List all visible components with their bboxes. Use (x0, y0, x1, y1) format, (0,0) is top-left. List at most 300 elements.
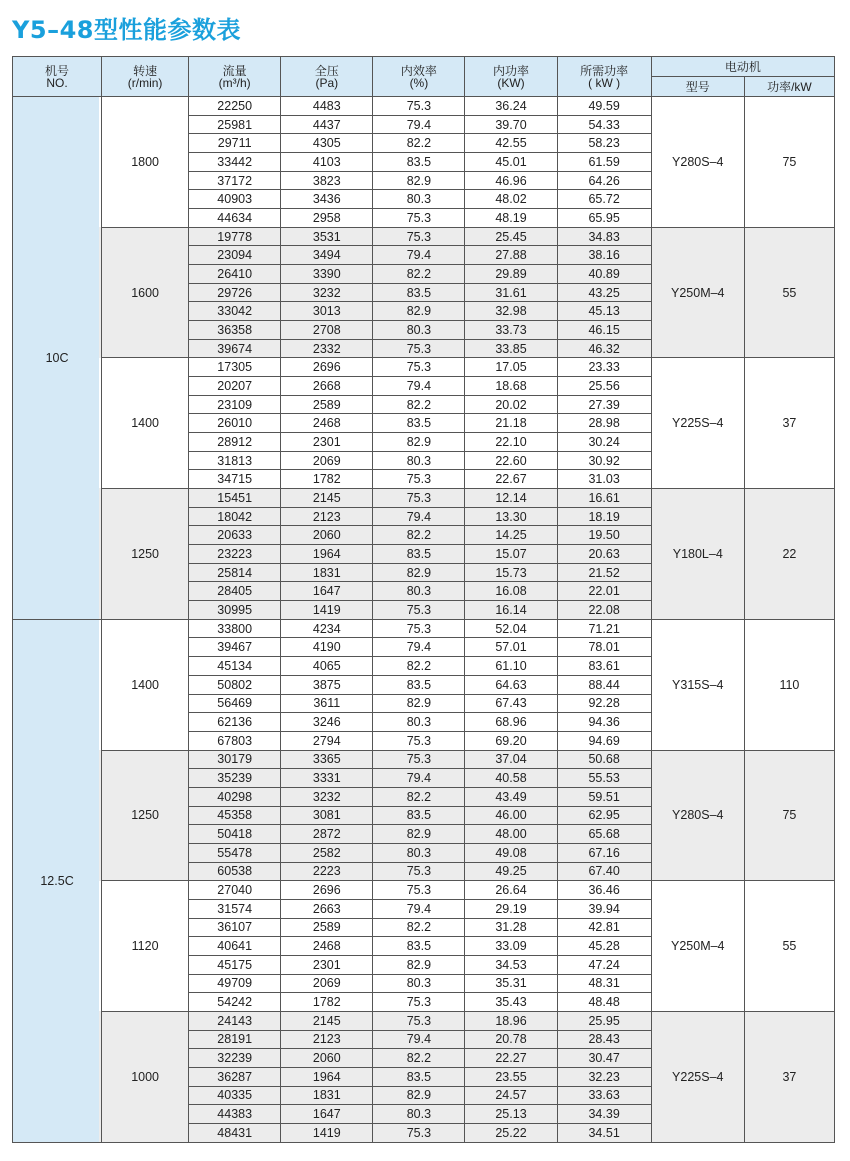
inner-power-cell: 15.73 (465, 563, 557, 582)
required-power-cell: 18.19 (557, 507, 651, 526)
header-inner-power (465, 57, 557, 97)
header-motor-model: 型号 (651, 77, 744, 97)
pressure-cell: 3232 (281, 787, 373, 806)
motor-power-cell: 75 (744, 750, 834, 881)
inner-power-cell: 39.70 (465, 115, 557, 134)
efficiency-cell: 82.2 (373, 918, 465, 937)
pressure-cell: 2958 (281, 209, 373, 228)
efficiency-cell: 82.2 (373, 787, 465, 806)
efficiency-cell: 83.5 (373, 545, 465, 564)
flow-cell: 44383 (189, 1105, 281, 1124)
table-row (13, 489, 835, 508)
inner-power-cell: 32.98 (465, 302, 557, 321)
efficiency-cell: 80.3 (373, 190, 465, 209)
pressure-cell: 4437 (281, 115, 373, 134)
required-power-cell: 21.52 (557, 563, 651, 582)
inner-power-cell: 17.05 (465, 358, 557, 377)
required-power-cell: 28.98 (557, 414, 651, 433)
pressure-cell: 2145 (281, 1011, 373, 1030)
pressure-cell: 3436 (281, 190, 373, 209)
pressure-cell: 2696 (281, 358, 373, 377)
inner-power-cell: 12.14 (465, 489, 557, 508)
flow-cell: 23223 (189, 545, 281, 564)
efficiency-cell: 83.5 (373, 937, 465, 956)
efficiency-cell: 80.3 (373, 451, 465, 470)
flow-cell: 45175 (189, 955, 281, 974)
efficiency-cell: 82.2 (373, 1049, 465, 1068)
flow-cell: 28912 (189, 433, 281, 452)
required-power-cell: 45.28 (557, 937, 651, 956)
pressure-cell: 1782 (281, 470, 373, 489)
required-power-cell: 50.68 (557, 750, 651, 769)
header-speed-unit: (r/min) (127, 76, 163, 90)
required-power-cell: 30.47 (557, 1049, 651, 1068)
pressure-cell: 2301 (281, 955, 373, 974)
pressure-cell: 2123 (281, 507, 373, 526)
motor-power-cell: 37 (744, 1011, 834, 1142)
flow-cell: 40641 (189, 937, 281, 956)
required-power-cell: 25.95 (557, 1011, 651, 1030)
flow-cell: 35239 (189, 769, 281, 788)
pressure-cell: 2696 (281, 881, 373, 900)
pressure-cell: 3232 (281, 283, 373, 302)
flow-cell: 45358 (189, 806, 281, 825)
inner-power-cell: 31.61 (465, 283, 557, 302)
efficiency-cell: 75.3 (373, 227, 465, 246)
table-row (13, 227, 835, 246)
required-power-cell: 43.25 (557, 283, 651, 302)
inner-power-cell: 45.01 (465, 153, 557, 172)
flow-cell: 20633 (189, 526, 281, 545)
efficiency-cell: 82.2 (373, 395, 465, 414)
efficiency-cell: 82.9 (373, 563, 465, 582)
pressure-cell: 3823 (281, 171, 373, 190)
flow-cell: 30179 (189, 750, 281, 769)
pressure-cell: 3246 (281, 713, 373, 732)
efficiency-cell: 79.4 (373, 115, 465, 134)
inner-power-cell: 25.45 (465, 227, 557, 246)
efficiency-cell: 75.3 (373, 881, 465, 900)
efficiency-cell: 80.3 (373, 843, 465, 862)
flow-cell: 40335 (189, 1086, 281, 1105)
header-pressure-cn: 全压 (314, 64, 339, 78)
pressure-cell: 3611 (281, 694, 373, 713)
speed-cell: 1600 (102, 227, 189, 358)
inner-power-cell: 33.09 (465, 937, 557, 956)
table-row (13, 358, 835, 377)
efficiency-cell: 79.4 (373, 769, 465, 788)
speed-cell: 1400 (102, 358, 189, 489)
required-power-cell: 30.24 (557, 433, 651, 452)
header-pressure-unit: (Pa) (315, 76, 339, 90)
speed-cell: 1120 (102, 881, 189, 1012)
efficiency-cell: 82.2 (373, 657, 465, 676)
inner-power-cell: 64.63 (465, 675, 557, 694)
required-power-cell: 38.16 (557, 246, 651, 265)
header-inner-power-unit: (KW) (497, 76, 525, 90)
required-power-cell: 28.43 (557, 1030, 651, 1049)
efficiency-cell: 83.5 (373, 414, 465, 433)
motor-model-cell: Y250M–4 (651, 227, 744, 358)
inner-power-cell: 31.28 (465, 918, 557, 937)
flow-cell: 56469 (189, 694, 281, 713)
pressure-cell: 3390 (281, 265, 373, 284)
flow-cell: 29711 (189, 134, 281, 153)
required-power-cell: 34.83 (557, 227, 651, 246)
flow-cell: 67803 (189, 731, 281, 750)
inner-power-cell: 14.25 (465, 526, 557, 545)
flow-cell: 31574 (189, 899, 281, 918)
flow-cell: 54242 (189, 993, 281, 1012)
inner-power-cell: 27.88 (465, 246, 557, 265)
speed-cell: 1250 (102, 750, 189, 881)
table-row (13, 750, 835, 769)
inner-power-cell: 24.57 (465, 1086, 557, 1105)
efficiency-cell: 82.9 (373, 825, 465, 844)
motor-power-cell: 55 (744, 881, 834, 1012)
efficiency-cell: 82.9 (373, 302, 465, 321)
required-power-cell: 36.46 (557, 881, 651, 900)
flow-cell: 18042 (189, 507, 281, 526)
required-power-cell: 45.13 (557, 302, 651, 321)
header-pressure (281, 57, 373, 97)
motor-model-cell: Y280S–4 (651, 97, 744, 228)
header-speed (102, 57, 189, 97)
pressure-cell: 4305 (281, 134, 373, 153)
inner-power-cell: 33.73 (465, 321, 557, 340)
efficiency-cell: 82.2 (373, 526, 465, 545)
motor-power-cell: 75 (744, 97, 834, 228)
efficiency-cell: 83.5 (373, 1067, 465, 1086)
efficiency-cell: 82.9 (373, 171, 465, 190)
required-power-cell: 92.28 (557, 694, 651, 713)
efficiency-cell: 75.3 (373, 339, 465, 358)
flow-cell: 36107 (189, 918, 281, 937)
efficiency-cell: 80.3 (373, 1105, 465, 1124)
header-machine-no (13, 57, 102, 97)
efficiency-cell: 83.5 (373, 806, 465, 825)
pressure-cell: 4065 (281, 657, 373, 676)
flow-cell: 39467 (189, 638, 281, 657)
pressure-cell: 4483 (281, 97, 373, 116)
required-power-cell: 46.15 (557, 321, 651, 340)
flow-cell: 30995 (189, 601, 281, 620)
flow-cell: 23109 (189, 395, 281, 414)
required-power-cell: 71.21 (557, 619, 651, 638)
efficiency-cell: 82.9 (373, 1086, 465, 1105)
header-required-power-cn: 所需功率 (580, 64, 629, 78)
required-power-cell: 25.56 (557, 377, 651, 396)
speed-cell: 1250 (102, 489, 189, 620)
table-row (13, 97, 835, 116)
efficiency-cell: 75.3 (373, 1123, 465, 1142)
speed-cell: 1400 (102, 619, 189, 750)
pressure-cell: 2582 (281, 843, 373, 862)
flow-cell: 25981 (189, 115, 281, 134)
motor-power-cell: 110 (744, 619, 834, 750)
efficiency-cell: 82.9 (373, 433, 465, 452)
inner-power-cell: 23.55 (465, 1067, 557, 1086)
pressure-cell: 3531 (281, 227, 373, 246)
pressure-cell: 1647 (281, 582, 373, 601)
motor-model-cell: Y280S–4 (651, 750, 744, 881)
inner-power-cell: 20.78 (465, 1030, 557, 1049)
efficiency-cell: 75.3 (373, 97, 465, 116)
pressure-cell: 2060 (281, 1049, 373, 1068)
inner-power-cell: 43.49 (465, 787, 557, 806)
inner-power-cell: 35.31 (465, 974, 557, 993)
required-power-cell: 22.01 (557, 582, 651, 601)
flow-cell: 33442 (189, 153, 281, 172)
flow-cell: 20207 (189, 377, 281, 396)
inner-power-cell: 46.00 (465, 806, 557, 825)
pressure-cell: 2468 (281, 414, 373, 433)
efficiency-cell: 79.4 (373, 246, 465, 265)
pressure-cell: 2468 (281, 937, 373, 956)
inner-power-cell: 22.67 (465, 470, 557, 489)
header-efficiency-unit: (%) (409, 76, 429, 90)
required-power-cell: 40.89 (557, 265, 651, 284)
speed-cell: 1800 (102, 97, 189, 228)
inner-power-cell: 29.19 (465, 899, 557, 918)
required-power-cell: 67.16 (557, 843, 651, 862)
inner-power-cell: 67.43 (465, 694, 557, 713)
required-power-cell: 64.26 (557, 171, 651, 190)
flow-cell: 37172 (189, 171, 281, 190)
flow-cell: 50802 (189, 675, 281, 694)
flow-cell: 28405 (189, 582, 281, 601)
motor-power-cell: 55 (744, 227, 834, 358)
pressure-cell: 2589 (281, 395, 373, 414)
efficiency-cell: 75.3 (373, 470, 465, 489)
flow-cell: 48431 (189, 1123, 281, 1142)
inner-power-cell: 49.25 (465, 862, 557, 881)
required-power-cell: 42.81 (557, 918, 651, 937)
required-power-cell: 59.51 (557, 787, 651, 806)
flow-cell: 17305 (189, 358, 281, 377)
motor-model-cell: Y250M–4 (651, 881, 744, 1012)
header-required-power (557, 57, 651, 97)
pressure-cell: 2069 (281, 974, 373, 993)
pressure-cell: 2145 (281, 489, 373, 508)
pressure-cell: 2872 (281, 825, 373, 844)
required-power-cell: 19.50 (557, 526, 651, 545)
inner-power-cell: 68.96 (465, 713, 557, 732)
efficiency-cell: 75.3 (373, 731, 465, 750)
pressure-cell: 4103 (281, 153, 373, 172)
pressure-cell: 2332 (281, 339, 373, 358)
efficiency-cell: 83.5 (373, 153, 465, 172)
table-row (13, 619, 835, 638)
header-flow-unit: (m³/h) (218, 76, 251, 90)
efficiency-cell: 79.4 (373, 899, 465, 918)
inner-power-cell: 46.96 (465, 171, 557, 190)
efficiency-cell: 75.3 (373, 993, 465, 1012)
pressure-cell: 2794 (281, 731, 373, 750)
inner-power-cell: 48.00 (465, 825, 557, 844)
required-power-cell: 48.48 (557, 993, 651, 1012)
flow-cell: 36287 (189, 1067, 281, 1086)
flow-cell: 45134 (189, 657, 281, 676)
header-motor: 电动机 (651, 57, 834, 77)
required-power-cell: 23.33 (557, 358, 651, 377)
inner-power-cell: 33.85 (465, 339, 557, 358)
efficiency-cell: 79.4 (373, 507, 465, 526)
required-power-cell: 46.32 (557, 339, 651, 358)
inner-power-cell: 35.43 (465, 993, 557, 1012)
required-power-cell: 65.68 (557, 825, 651, 844)
efficiency-cell: 79.4 (373, 377, 465, 396)
flow-cell: 32239 (189, 1049, 281, 1068)
required-power-cell: 48.31 (557, 974, 651, 993)
flow-cell: 33042 (189, 302, 281, 321)
efficiency-cell: 75.3 (373, 601, 465, 620)
motor-power-cell: 37 (744, 358, 834, 489)
efficiency-cell: 75.3 (373, 1011, 465, 1030)
header-machine-cn: 机号 (45, 64, 70, 78)
efficiency-cell: 82.9 (373, 694, 465, 713)
required-power-cell: 94.69 (557, 731, 651, 750)
pressure-cell: 2668 (281, 377, 373, 396)
inner-power-cell: 18.68 (465, 377, 557, 396)
inner-power-cell: 25.13 (465, 1105, 557, 1124)
table-row (13, 1011, 835, 1030)
speed-cell: 1000 (102, 1011, 189, 1142)
flow-cell: 22250 (189, 97, 281, 116)
pressure-cell: 3331 (281, 769, 373, 788)
inner-power-cell: 29.89 (465, 265, 557, 284)
efficiency-cell: 82.9 (373, 955, 465, 974)
flow-cell: 60538 (189, 862, 281, 881)
motor-model-cell: Y225S–4 (651, 358, 744, 489)
required-power-cell: 39.94 (557, 899, 651, 918)
machine-no-cell: 12.5C (13, 619, 102, 1142)
flow-cell: 31813 (189, 451, 281, 470)
table-row (13, 881, 835, 900)
efficiency-cell: 79.4 (373, 638, 465, 657)
flow-cell: 49709 (189, 974, 281, 993)
required-power-cell: 65.95 (557, 209, 651, 228)
flow-cell: 33800 (189, 619, 281, 638)
required-power-cell: 34.39 (557, 1105, 651, 1124)
page-title: Y5–48型性能参数表 (12, 16, 241, 44)
pressure-cell: 1964 (281, 1067, 373, 1086)
flow-cell: 39674 (189, 339, 281, 358)
flow-cell: 50418 (189, 825, 281, 844)
motor-model-cell: Y315S–4 (651, 619, 744, 750)
inner-power-cell: 20.02 (465, 395, 557, 414)
pressure-cell: 3013 (281, 302, 373, 321)
required-power-cell: 61.59 (557, 153, 651, 172)
flow-cell: 28191 (189, 1030, 281, 1049)
efficiency-cell: 80.3 (373, 974, 465, 993)
flow-cell: 40903 (189, 190, 281, 209)
required-power-cell: 67.40 (557, 862, 651, 881)
flow-cell: 29726 (189, 283, 281, 302)
pressure-cell: 3494 (281, 246, 373, 265)
pressure-cell: 2589 (281, 918, 373, 937)
required-power-cell: 78.01 (557, 638, 651, 657)
efficiency-cell: 75.3 (373, 489, 465, 508)
header-efficiency (373, 57, 465, 97)
flow-cell: 15451 (189, 489, 281, 508)
pressure-cell: 2060 (281, 526, 373, 545)
pressure-cell: 1782 (281, 993, 373, 1012)
inner-power-cell: 57.01 (465, 638, 557, 657)
required-power-cell: 20.63 (557, 545, 651, 564)
required-power-cell: 31.03 (557, 470, 651, 489)
inner-power-cell: 48.19 (465, 209, 557, 228)
inner-power-cell: 42.55 (465, 134, 557, 153)
pressure-cell: 2663 (281, 899, 373, 918)
pressure-cell: 2069 (281, 451, 373, 470)
pressure-cell: 2301 (281, 433, 373, 452)
performance-table (12, 56, 835, 1143)
flow-cell: 40298 (189, 787, 281, 806)
motor-power-cell: 22 (744, 489, 834, 620)
flow-cell: 62136 (189, 713, 281, 732)
inner-power-cell: 13.30 (465, 507, 557, 526)
inner-power-cell: 26.64 (465, 881, 557, 900)
header-flow (189, 57, 281, 97)
motor-model-cell: Y180L–4 (651, 489, 744, 620)
required-power-cell: 88.44 (557, 675, 651, 694)
pressure-cell: 2223 (281, 862, 373, 881)
header-machine-en: NO. (46, 76, 68, 90)
efficiency-cell: 83.5 (373, 283, 465, 302)
machine-no-cell: 10C (13, 97, 102, 620)
pressure-cell: 2123 (281, 1030, 373, 1049)
efficiency-cell: 80.3 (373, 713, 465, 732)
efficiency-cell: 75.3 (373, 358, 465, 377)
inner-power-cell: 49.08 (465, 843, 557, 862)
efficiency-cell: 75.3 (373, 209, 465, 228)
pressure-cell: 4190 (281, 638, 373, 657)
header-inner-power-cn: 内功率 (493, 64, 530, 78)
header-efficiency-cn: 内效率 (400, 64, 437, 78)
required-power-cell: 55.53 (557, 769, 651, 788)
inner-power-cell: 16.08 (465, 582, 557, 601)
flow-cell: 34715 (189, 470, 281, 489)
required-power-cell: 58.23 (557, 134, 651, 153)
inner-power-cell: 36.24 (465, 97, 557, 116)
header-required-power-unit: ( kW ) (588, 76, 621, 90)
flow-cell: 44634 (189, 209, 281, 228)
flow-cell: 23094 (189, 246, 281, 265)
inner-power-cell: 52.04 (465, 619, 557, 638)
efficiency-cell: 82.2 (373, 134, 465, 153)
header-flow-cn: 流量 (222, 64, 247, 78)
efficiency-cell: 75.3 (373, 619, 465, 638)
flow-cell: 24143 (189, 1011, 281, 1030)
required-power-cell: 49.59 (557, 97, 651, 116)
inner-power-cell: 22.27 (465, 1049, 557, 1068)
pressure-cell: 1419 (281, 601, 373, 620)
inner-power-cell: 61.10 (465, 657, 557, 676)
efficiency-cell: 82.2 (373, 265, 465, 284)
required-power-cell: 83.61 (557, 657, 651, 676)
pressure-cell: 1647 (281, 1105, 373, 1124)
flow-cell: 25814 (189, 563, 281, 582)
efficiency-cell: 83.5 (373, 675, 465, 694)
inner-power-cell: 37.04 (465, 750, 557, 769)
header-speed-cn: 转速 (133, 64, 158, 78)
required-power-cell: 94.36 (557, 713, 651, 732)
required-power-cell: 34.51 (557, 1123, 651, 1142)
efficiency-cell: 80.3 (373, 321, 465, 340)
pressure-cell: 3875 (281, 675, 373, 694)
header-motor-power: 功率/kW (744, 77, 834, 97)
